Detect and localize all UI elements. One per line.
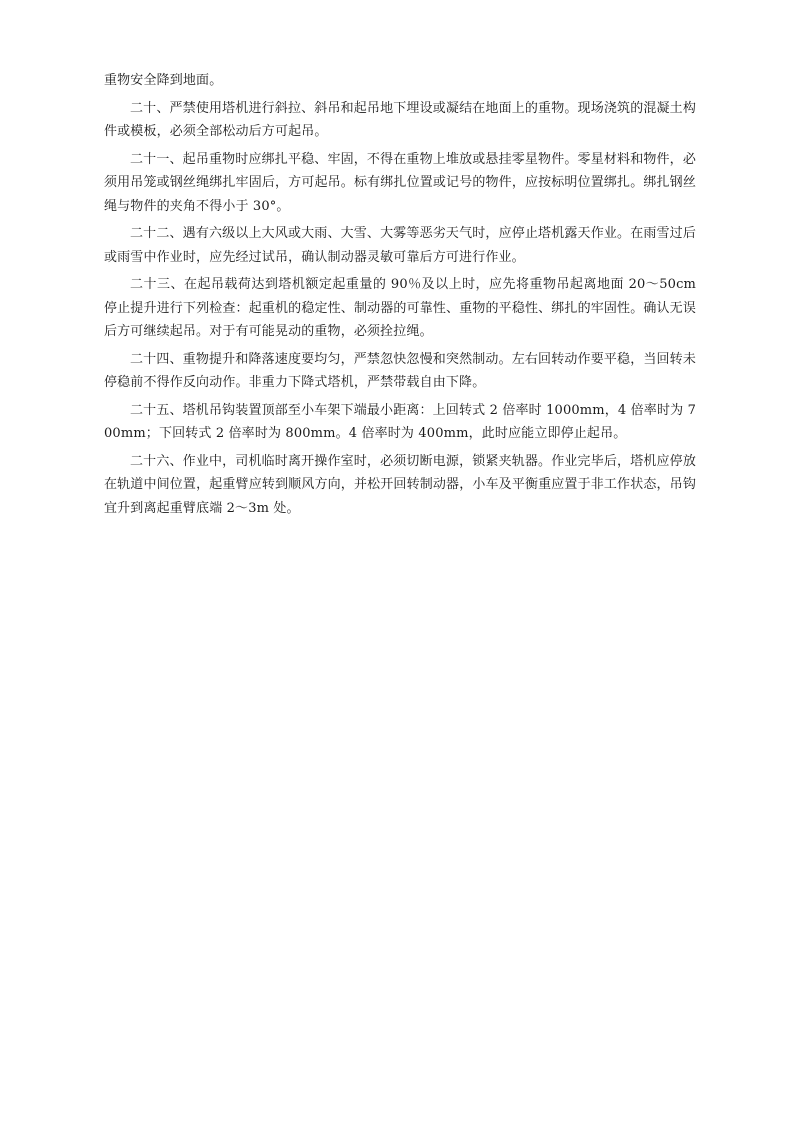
paragraph-item-24: 二十四、重物提升和降落速度要均匀，严禁忽快忽慢和突然制动。左右回转动作要平稳，当回转未停稳前不得作反向动作。非重力下降式塔机，严禁带载自由下降。 (104, 351, 696, 390)
paragraph-continuation: 重物安全降到地面。 (104, 73, 223, 88)
document-page (104, 69, 696, 524)
paragraph-item-25: 二十五、塔机吊钩装置顶部至小车架下端最小距离：上回转式 2 倍率时 1000mm，4 倍率时为 700mm；下回转式 2 倍率时为 800mm。4 倍率时为 400mm，此时应能立即停止起吊。 (104, 402, 696, 441)
paragraph-item-26: 二十六、作业中，司机临时离开操作室时，必须切断电源，锁紧夹轨器。作业完毕后，塔机应停放在轨道中间位置，起重臂应转到顺风方向，并松开回转制动器，小车及平衡重应置于非工作状态，吊钩宜升到离起重臂底端 2～3m 处。 (104, 453, 696, 516)
paragraph-item-20: 二十、严禁使用塔机进行斜拉、斜吊和起吊地下埋设或凝结在地面上的重物。现场浇筑的混凝土构件或模板，必须全部松动后方可起吊。 (104, 100, 696, 139)
paragraph-item-22: 二十二、遇有六级以上大风或大雨、大雪、大雾等恶劣天气时，应停止塔机露天作业。在雨雪过后或雨雪中作业时，应先经过试吊，确认制动器灵敏可靠后方可进行作业。 (104, 226, 696, 265)
paragraph-item-23: 二十三、在起吊载荷达到塔机额定起重量的 90％及以上时，应先将重物吊起离地面 20～50cm 停止提升进行下列检查：起重机的稳定性、制动器的可靠性、重物的平稳性、绑扎的牢固性。确认无误后方可继续起吊。对于有可能晃动的重物，必须拴拉绳。 (104, 277, 696, 339)
paragraph-item-21: 二十一、起吊重物时应绑扎平稳、牢固，不得在重物上堆放或悬挂零星物件。零星材料和物件，必须用吊笼或钢丝绳绑扎牢固后，方可起吊。标有绑扎位置或记号的物件，应按标明位置绑扎。绑扎钢丝绳与物件的夹角不得小于 30°。 (104, 151, 696, 214)
